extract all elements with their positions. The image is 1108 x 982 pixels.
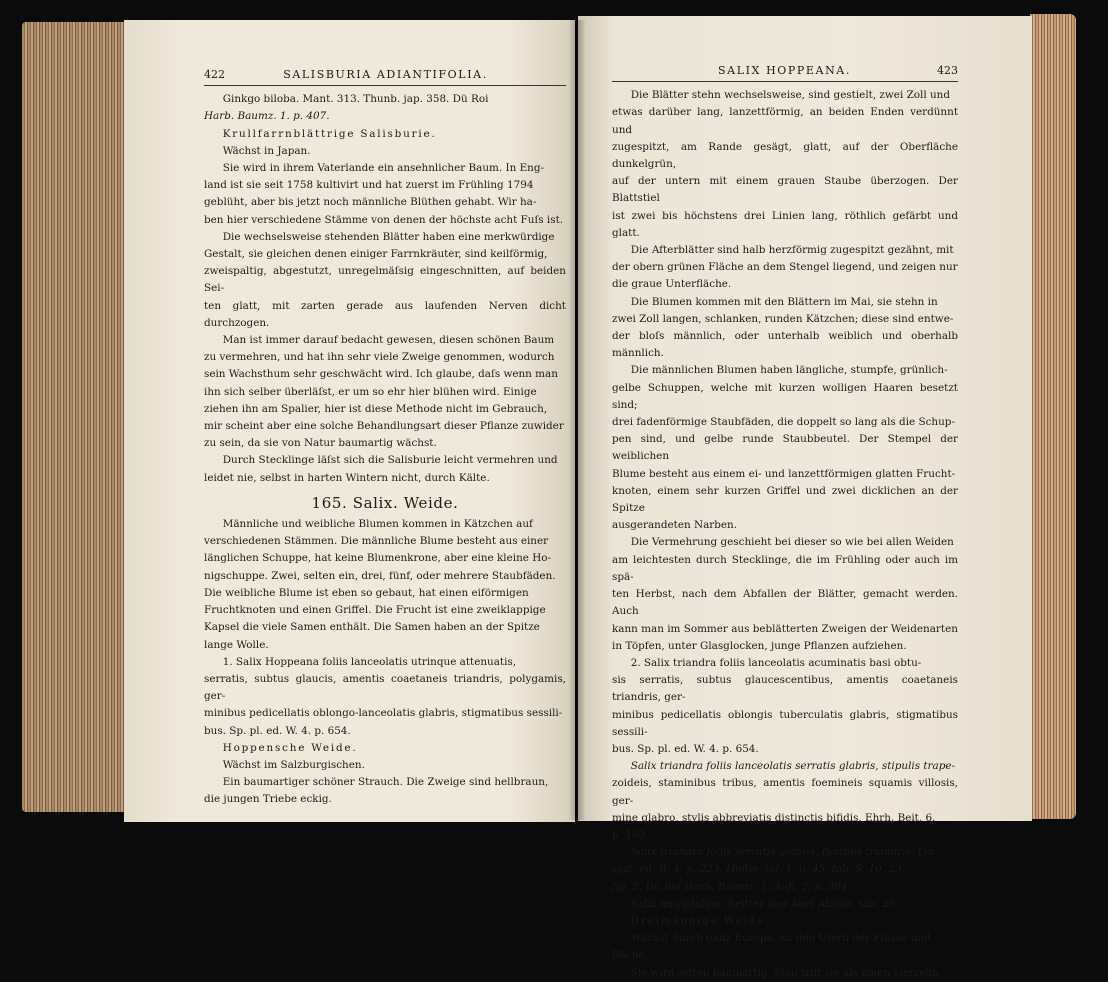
text-line: ten Herbst, nach dem Abfallen der Blätter, gemacht werden. Auch (612, 588, 958, 618)
text-line: Blume besteht aus einem ei- und lanzettförmigen glatten Frucht- (612, 467, 956, 480)
left-running-head (204, 66, 566, 86)
text-line: der obern grünen Fläche an dem Stengel liegend, und zeigen nur (612, 261, 958, 274)
text-line: Wächst in Japan. (222, 144, 311, 157)
text-line: die jungen Triebe eckig. (204, 793, 332, 806)
text-line: zoideis, staminibus tribus, amentis foemineis squamis villosis, ger- (612, 777, 958, 807)
text-line: lange Wolle. (204, 638, 269, 651)
text-line: Dreimännige Weide. (630, 914, 771, 927)
text-line: zugespitzt, am Rande gesägt, glatt, auf der Oberfläche dunkelgrün, (612, 140, 958, 171)
text-line: kann man im Sommer aus beblätterten Zweigen der Weidenarten (612, 622, 958, 635)
book-gutter (568, 20, 586, 820)
text-line: zu sein, da sie von Natur baumartig wächst. (204, 437, 437, 450)
text-line: Kapsel die viele Samen enthält. Die Samen haben an der Spitze (204, 621, 540, 634)
text-line: sis serratis, subtus glaucescentibus, amentis coaetaneis triandris, ger- (612, 674, 958, 704)
text-line: Durch Stecklinge läſst sich die Salisburie leicht vermehren und (222, 454, 558, 467)
text-line: bus. Sp. pl. ed. W. 4. p. 654. (612, 742, 759, 755)
right-running-title: SALIX HOPPEANA. (718, 64, 851, 77)
text-line: Harb. Baumz. 1. p. 407. (204, 110, 330, 123)
text-line: sein Wachsthum sehr geschwächt wird. Ich glaube, daſs wenn man (204, 368, 558, 381)
text-line: ben hier verschiedene Stämme von denen der höchste acht Fuſs ist. (204, 213, 564, 226)
text-line: pen sind, und gelbe runde Staubbeutel. Der Stempel der weiblichen (612, 433, 958, 463)
text-line: Die Blumen kommen mit den Blättern im Mai, sie stehn in (630, 295, 938, 308)
text-line: die graue Unterfläche. (612, 278, 732, 291)
text-line: Sie wird in ihrem Vaterlande ein ansehnlicher Baum. In Eng- (222, 162, 545, 175)
text-line: der bloſs männlich, oder unterhalb weiblich und oberhalb männlich. (612, 330, 958, 360)
text-line: p. 100. (612, 828, 649, 841)
text-line: land ist sie seit 1758 kultivirt und hat zuerst im Frühling 1794 (204, 179, 534, 192)
text-line: Wächst im Salzburgischen. (222, 758, 365, 771)
text-line: mir scheint aber eine solche Behandlungsart dieser Pflanze zuwider (204, 420, 564, 433)
text-line: ist zwei bis höchstens drei Linien lang, röthlich gefärbt und glatt. (612, 209, 958, 239)
text-line: drei fadenförmige Staubfäden, die doppelt so lang als die Schup- (612, 416, 955, 429)
text-line: Die weibliche Blume ist eben so gebaut, hat einen eiförmigen (204, 586, 529, 599)
text-line: minibus pedicellatis oblongo-lanceolatis glabris, stigmatibus sessili- (204, 707, 563, 720)
text-line: zu vermehren, und hat ihn sehr viele Zweige genommen, wodurch (204, 351, 555, 364)
text-line: Die wechselsweise stehenden Blätter haben eine merkwürdige (222, 230, 555, 243)
text-line: am leichtesten durch Stecklinge, die im Frühling oder auch im spä- (612, 553, 958, 583)
text-line: auf der untern mit einem grauen Staube überzogen. Der Blattstiel (612, 175, 958, 205)
text-line: mine glabro, stylis abbreviatis distinctis bifidis. Ehrh. Beit. 6. (612, 811, 936, 824)
section-heading: 165. Salix. Weide. (311, 493, 459, 512)
text-line: Die männlichen Blumen haben längliche, stumpfe, grünlich- (630, 364, 948, 377)
text-line: zwei Zoll langen, schlanken, runden Kätzchen; diese sind entwe- (612, 312, 954, 325)
text-line: serratis, subtus glaucis, amentis coaetaneis triandris, polygamis, ger- (204, 672, 566, 703)
text-line: Krullfarrnblättrige Salisburie. (222, 127, 437, 140)
text-line: Salix amygdalina. Reitter und Abel Abbild. tab. 26. (630, 897, 899, 910)
text-line: Salix triandra foliis serratis glabris, floribus triandris. Lin. (630, 846, 938, 859)
text-line: Hoppensche Weide. (222, 741, 358, 754)
text-line: bus. Sp. pl. ed. W. 4. p. 654. (204, 724, 351, 737)
text-line: nigschuppe. Zwei, selten ein, drei, fünf, oder mehrere Staubfäden. (204, 569, 556, 582)
text-line: ziehen ihn am Spalier, hier ist diese Methode nicht im Gebrauch, (204, 402, 548, 415)
right-page-text (612, 62, 958, 982)
text-line: ihn sich selber überläſst, er um so ehr hier blühen wird. Einige (204, 385, 537, 398)
text-line: 1. Salix Hoppeana foliis lanceolatis utrinque attenuatis, (222, 655, 517, 668)
text-line: Männliche und weibliche Blumen kommen in Kätzchen auf (222, 518, 533, 531)
left-page-text (204, 66, 566, 809)
text-line: Man ist immer darauf bedacht gewesen, diesen schönen Baum (222, 334, 555, 347)
text-line: Die Blätter stehn wechselsweise, sind gestielt, zwei Zoll und (630, 89, 951, 102)
text-line: ten glatt, mit zarten gerade aus laufenden Nerven dicht durchzogen. (204, 299, 566, 329)
text-line: etwas darüber lang, lanzettförmig, an beiden Enden verdünnt und (612, 106, 958, 136)
text-line: Sie wird selten baumartig. Man trift sie als einen vierzehn (630, 966, 939, 979)
left-running-title: SALISBURIA ADIANTIFOLIA. (283, 68, 488, 81)
text-line: 2. Salix triandra foliis lanceolatis acuminatis basi obtu- (630, 656, 922, 669)
text-line: Salix triandra foliis lanceolatis serratis glabris, stipulis trape- (630, 760, 956, 773)
right-page-number: 423 (936, 64, 958, 77)
text-line: Fruchtknoten und einen Griffel. Die Frucht ist eine zweiklappige (204, 604, 546, 617)
text-line: leidet nie, selbst in harten Wintern nicht, durch Kälte. (204, 471, 490, 484)
text-line: minibus pedicellatis oblongis tuberculatis glabris, stigmatibus sessili- (612, 708, 958, 738)
text-line: gelbe Schuppen, welche mit kurzen wolligen Haaren besetzt sind; (612, 381, 958, 411)
text-line: zweispaltig, abgestutzt, unregelmäſsig eingeschnitten, auf beiden Sei- (204, 265, 566, 295)
left-page-number: 422 (204, 68, 225, 81)
text-line: in Töpfen, unter Glasglocken, junge Pflanzen aufziehen. (612, 639, 907, 652)
left-page-edges (22, 22, 128, 812)
text-line: Ein baumartiger schöner Strauch. Die Zweige sind hellbraun, (222, 776, 549, 789)
text-line: Die Vermehrung geschieht bei dieser so wie bei allen Weiden (630, 536, 954, 549)
text-line: geblüht, aber bis jetzt noch männliche Blüthen gehabt. Wir ha- (204, 196, 537, 209)
text-line: länglichen Schuppe, hat keine Blumenkrone, aber eine kleine Ho- (204, 552, 552, 565)
right-running-head (612, 62, 958, 82)
text-line: Ginkgo biloba. Mant. 313. Thunb. jap. 358. Dü Roi (222, 93, 489, 106)
text-line: Bäche. (612, 949, 648, 962)
text-line: syst. ed. R. 4. p. 223. Hoffm. tal. 1. p. 45. tab. 9. 10. 23. (612, 863, 905, 876)
right-page-edges (1030, 14, 1076, 819)
text-line: ausgerandeten Narben. (612, 519, 738, 532)
text-line: verschiedenen Stämmen. Die männliche Blume besteht aus einer (204, 535, 549, 548)
text-line: Wächst durch ganz Europa, an den Ufern der Flüsse und (630, 932, 931, 945)
text-line: Die Afterblätter sind halb herzförmig zugespitzt gezähnt, mit (630, 244, 954, 257)
text-line: Gestalt, sie gleichen denen einiger Farrnkräuter, sind keilförmig, (204, 248, 548, 261)
text-line: fig. 2. Dü Roi Harb. Baumz. 1. Aufl. 2. p. 384. (612, 880, 851, 893)
text-line: knoten, einem sehr kurzen Griffel und zwei dicklichen an der Spitze (612, 484, 958, 515)
